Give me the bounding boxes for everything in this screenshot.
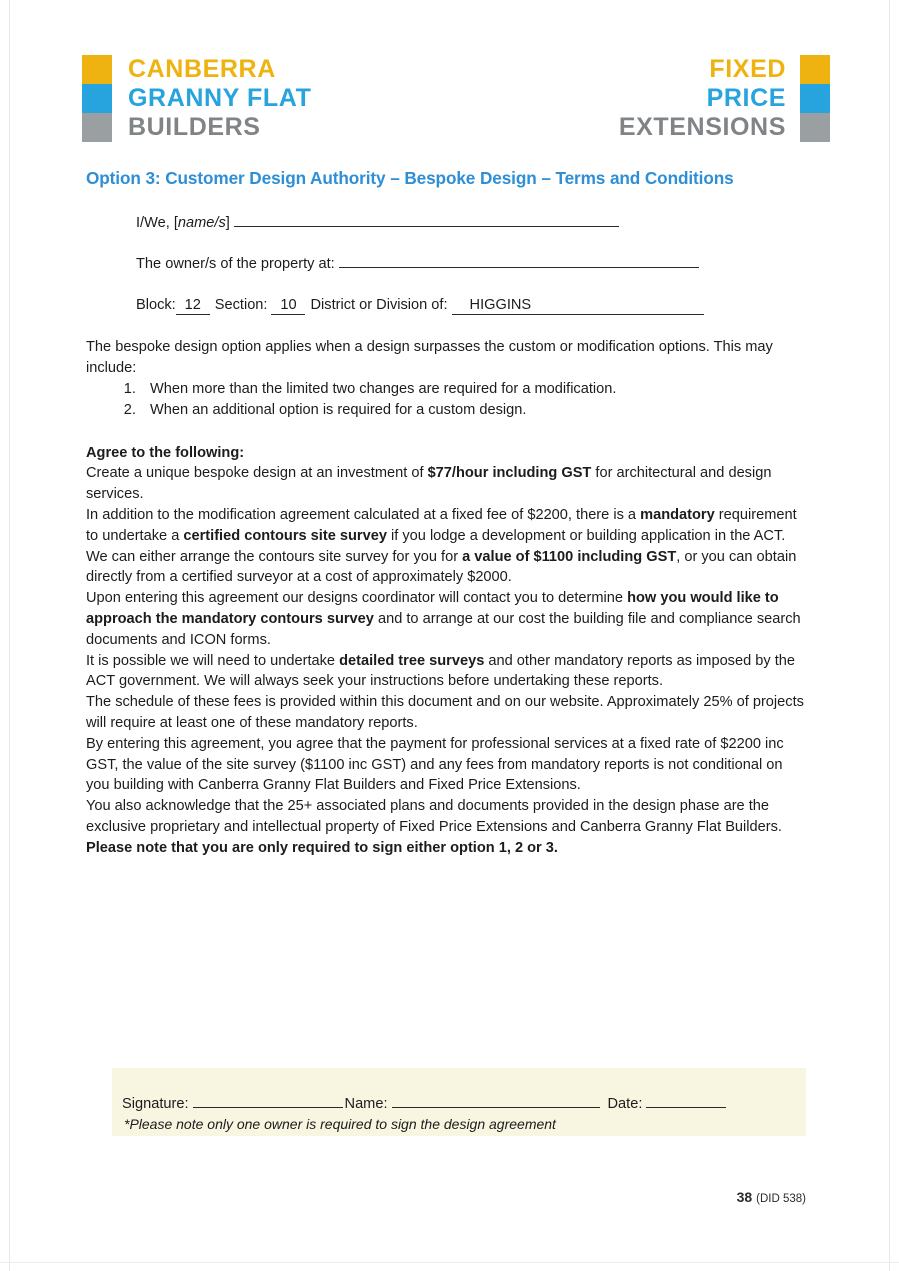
iwe-label-italic: name/s	[177, 215, 226, 231]
logo-line-builders: BUILDERS	[128, 113, 261, 141]
party-details-form	[86, 213, 808, 315]
document-body	[86, 166, 808, 859]
form-row-names	[136, 213, 808, 234]
logo-color-swatches-right	[800, 55, 830, 142]
signature-input[interactable]	[193, 1095, 343, 1108]
fixed-price-extensions-logo	[608, 55, 830, 142]
list-item: 1. When more than the limited two changes are required for a modification.	[140, 379, 808, 400]
investment-paragraph: Create a unique bespoke design at an investment of $77/hour including GST for architectural and design services.	[86, 465, 772, 503]
swatch-blue-icon	[800, 84, 830, 113]
sign-one-option-bold: Please note that you are only required to sign either option 1, 2 or 3.	[86, 839, 558, 856]
tree-surveys-paragraph: It is possible we will need to undertake detailed tree surveys and other mandatory reports as imposed by the ACT government. We will always seek your instructions before undertaking these reports.	[86, 652, 796, 690]
signature-note: *Please note only one owner is required to sign the design agreement	[124, 1116, 556, 1132]
payment-terms-paragraph: By entering this agreement, you agree that the payment for professional services at a fixed rate of $2200 inc GST, the value of the site survey ($1100 inc GST) and any fees from mandatory reports is not conditional on you building with Canberra Granny Flat Builders and Fixed Price Extensions.	[86, 735, 784, 794]
property-address-label: The owner/s of the property at:	[136, 255, 335, 272]
swatch-blue-icon	[82, 84, 112, 113]
list-item: 2. When an additional option is required for a custom design.	[140, 400, 808, 421]
investment-rate-bold: $77/hour including GST	[427, 465, 592, 482]
logo-wordmark-right	[619, 55, 786, 142]
iwe-label: I/We, [name/s]	[136, 215, 230, 231]
tree-surveys-bold: detailed tree surveys	[339, 652, 485, 669]
block-label: Block:	[136, 296, 176, 313]
scan-edge-left	[9, 0, 10, 1271]
section-input[interactable]: 10	[271, 297, 305, 315]
swatch-gold-icon	[82, 55, 112, 84]
swatch-gold-icon	[800, 55, 830, 84]
scan-edge-right	[889, 0, 890, 1271]
property-address-input[interactable]	[339, 254, 699, 268]
canberra-granny-flat-builders-logo	[82, 55, 311, 142]
logo-line-price: PRICE	[706, 84, 786, 112]
letterhead	[0, 0, 899, 160]
certified-contours-bold: certified contours site survey	[183, 527, 387, 544]
form-row-block-section-district	[136, 295, 808, 316]
name-input[interactable]	[392, 1095, 600, 1108]
section-label: Section:	[214, 296, 268, 313]
approach-survey-bold: how you would like to approach the mandatory contours survey	[86, 590, 779, 627]
survey-value-paragraph: We can either arrange the contours site survey for you for a value of $1100 including GST, or you can obtain directly from a certified surveyor at a cost of approximately $2000.	[86, 548, 797, 586]
swatch-gray-icon	[800, 113, 830, 142]
logo-wordmark-left	[128, 55, 311, 142]
coordinator-paragraph: Upon entering this agreement our designs coordinator will contact you to determine how you would like to approach the mandatory contours survey and to arrange at our cost the building file and compliance search documents and ICON forms.	[86, 590, 801, 648]
district-input[interactable]: HIGGINS	[452, 297, 704, 315]
date-input[interactable]	[646, 1095, 726, 1108]
survey-value-bold: a value of $1100 including GST	[462, 548, 677, 565]
logo-line-extensions: EXTENSIONS	[618, 113, 786, 141]
signature-fields	[122, 1095, 802, 1134]
date-label: Date:	[607, 1096, 643, 1112]
form-row-property-address	[136, 254, 808, 275]
block-input[interactable]: 12	[176, 297, 210, 315]
signature-label: Signature:	[122, 1096, 189, 1112]
scan-edge-bottom	[0, 1262, 899, 1263]
logo-color-swatches-left	[82, 55, 112, 142]
document-id: (DID 538)	[756, 1193, 806, 1205]
agree-heading: Agree to the following:	[86, 444, 245, 461]
fee-schedule-paragraph: The schedule of these fees is provided within this document and on our website. Approximately 25% of projects will require at least one of these mandatory reports.	[86, 694, 804, 731]
name-label: Name:	[344, 1096, 388, 1112]
logo-line-fixed: FIXED	[709, 55, 786, 83]
ip-acknowledgement-paragraph: You also acknowledge that the 25+ associated plans and documents provided in the design phase are the exclusive proprietary and intellectual property of Fixed Price Extensions and Canberra Granny Flat Builders. Please note that you are only required to sign either option 1, 2 or 3.	[86, 798, 782, 856]
page-title: Option 3: Customer Design Authority – Bespoke Design – Terms and Conditions	[86, 168, 734, 188]
bespoke-conditions-list	[86, 379, 808, 421]
signature-highlight-box	[112, 1068, 806, 1136]
swatch-gray-icon	[82, 113, 112, 142]
logo-line-granny-flat: GRANNY FLAT	[128, 84, 312, 112]
mandatory-survey-paragraph: In addition to the modification agreement calculated at a fixed fee of $2200, there is a mandatory requirement to undertake a certified contours site survey if you lodge a development or building application in the ACT.	[86, 506, 797, 544]
page-footer	[737, 1189, 806, 1207]
page-number: 38	[736, 1189, 753, 1205]
district-label: District or Division of:	[310, 296, 448, 313]
intro-paragraph: The bespoke design option applies when a design surpasses the custom or modification options. This may include:	[86, 339, 773, 377]
mandatory-bold: mandatory	[640, 506, 715, 523]
logo-line-canberra: CANBERRA	[128, 55, 276, 83]
names-input[interactable]	[234, 213, 619, 227]
signature-field-row	[122, 1095, 802, 1114]
